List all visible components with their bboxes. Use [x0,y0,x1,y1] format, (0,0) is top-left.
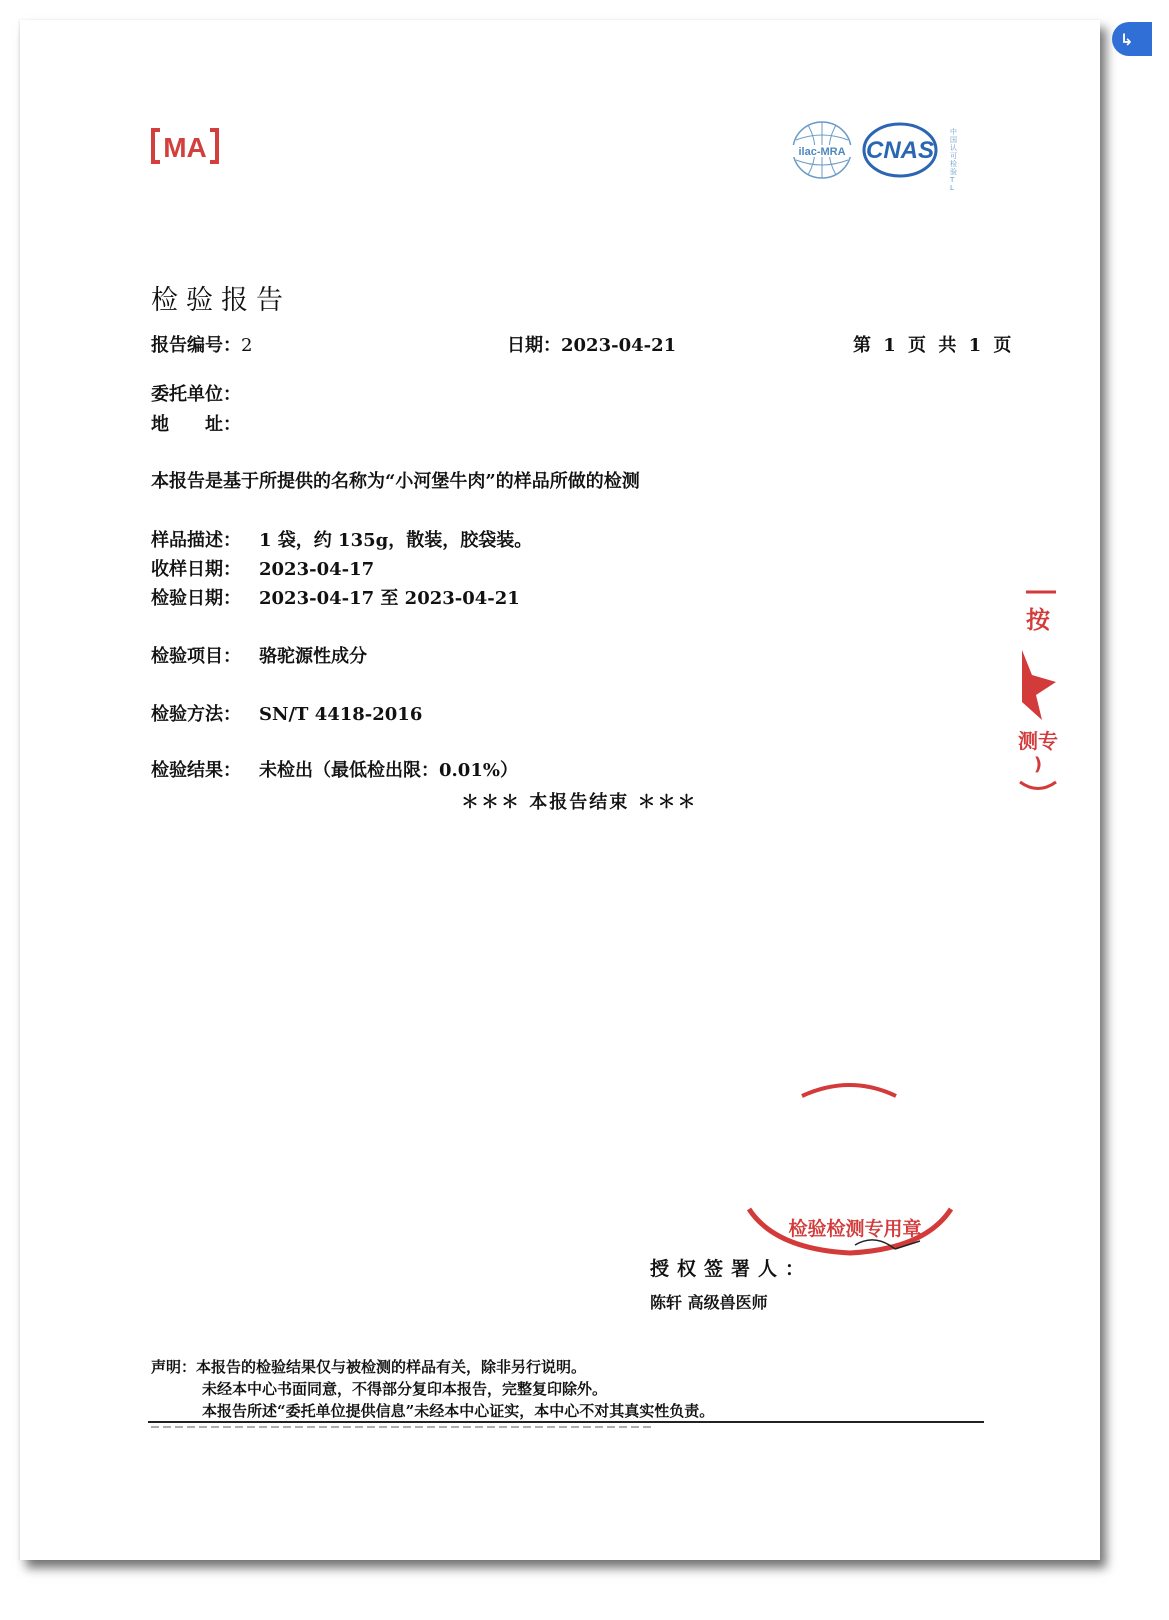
disclaimer-text: 本报告的检验结果仅与被检测的样品有关，除非另行说明。 [196,1358,587,1376]
disclaimer [151,1356,714,1422]
seal-text: 检验检测专用章 [788,1218,922,1240]
test-date [151,584,520,610]
field-value: 骆驼源性成分 [259,646,367,667]
cnas-logo-text: CNAS [865,137,935,164]
cnas-logo [860,122,940,182]
disclaimer-line-1 [151,1356,714,1378]
side-seal-stamp [1018,590,1058,804]
disclaimer-line-3: 本报告所述“委托单位提供信息”未经本中心证实，本中心不对其真实性负责。 [202,1402,715,1420]
svg-text:): ) [1033,754,1043,775]
disclaimer-prefix: 声明： [151,1358,197,1376]
svg-text:按: 按 [1026,606,1050,634]
page-title: 检验报告 [151,285,291,316]
svg-text:测专: 测专 [1018,729,1058,753]
report-number-label: 报告编号： [151,335,241,356]
report-date [507,331,676,357]
disclaimer-line-2: 未经本中心书面同意，不得部分复印本报告，完整复印除外。 [202,1380,608,1398]
field-value: 2023-04-17 [259,559,375,580]
report-date-label: 日期： [507,335,561,356]
authorized-signatory-label: 授权签署人： [650,1258,813,1280]
test-item [151,642,367,668]
ilac-logo-text: ilac-MRA [798,146,846,158]
field-value: 2023-04-17 至 2023-04-21 [259,588,520,609]
report-date-value: 2023-04-21 [561,335,677,356]
cnas-side-text: 中 国 认 可 检 验 T L [950,128,957,192]
field-value: 1 袋，约 135g，散装，胶袋装。 [259,530,533,551]
signatory-name: 陈轩 高级兽医师 [650,1293,768,1312]
client-unit-label: 委托单位： [151,384,241,405]
test-method [151,700,422,726]
footer-divider [148,1421,984,1423]
report-end-marker: ＊＊＊ 本报告结束 ＊＊＊ [461,792,698,813]
cma-logo-text: MA [163,132,207,163]
report-number-value: 2 [241,335,253,356]
field-label: 检验方法： [151,704,241,725]
page-indicator: 第 1 页 共 1 页 [853,335,1015,356]
page-corner-badge[interactable]: ↳ [1112,22,1152,56]
field-value: 未检出（最低检出限：0.01%） [259,760,518,781]
field-label: 检验日期： [151,588,241,609]
test-result [151,756,518,782]
field-value: SN/T 4418-2016 [259,704,423,725]
field-label: 样品描述： [151,530,241,551]
receive-date [151,555,374,581]
report-number [151,331,252,357]
client-address-label: 地 址： [151,414,241,435]
cma-logo [150,126,220,170]
ilac-mra-logo [790,120,854,184]
field-label: 检验结果： [151,760,241,781]
field-label: 检验项目： [151,646,241,667]
seal-arc-top [800,1078,900,1102]
report-basis-text: 本报告是基于所提供的名称为“小河堡牛肉”的样品所做的检测 [151,471,640,492]
sample-description [151,526,532,552]
field-label: 收样日期： [151,559,241,580]
footer-cut-text [151,1424,651,1430]
